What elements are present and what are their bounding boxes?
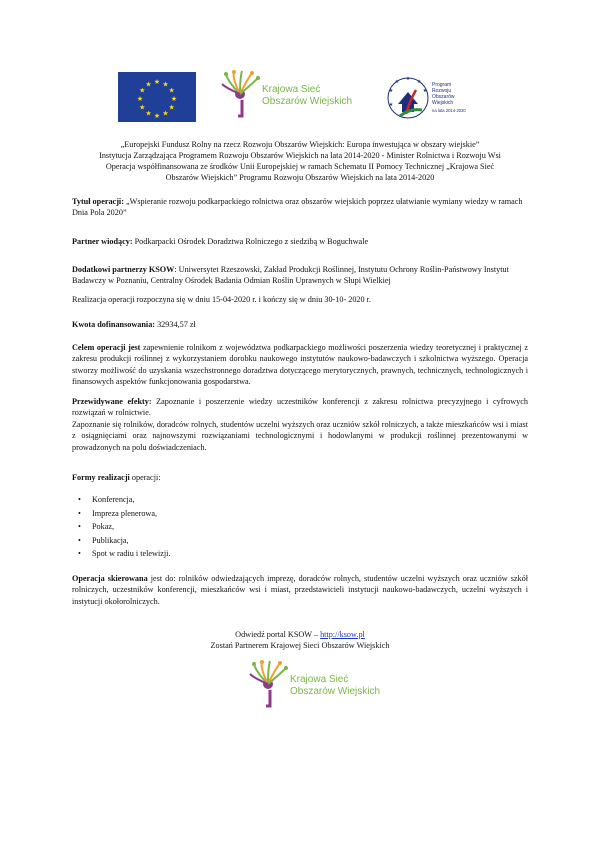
additional-partners-label: Dodatkowi partnerzy KSOW — [72, 265, 175, 274]
ksow-logo-bottom — [250, 660, 381, 712]
eu-flag-logo — [118, 72, 196, 122]
operation-title — [72, 196, 528, 219]
forms-heading-suffix: operacji: — [129, 473, 161, 482]
expected-effects-text: Zapoznanie i poszerzenie wiedzy uczestników konferencji z zakresu rolnictwa precyzyjnego i cyfrowych rozwiązań w rolnictwie. — [72, 397, 528, 418]
prow-text-4: Wiejskich — [432, 100, 454, 106]
ksow-logo-text-1: Krajowa Sieć — [262, 84, 321, 95]
svg-text:★: ★ — [168, 103, 175, 112]
forms-list — [74, 493, 170, 561]
list-item: • Pokaz, — [74, 520, 170, 534]
prow-text-1: Program — [432, 82, 452, 88]
bullet-icon: • — [78, 549, 81, 559]
lead-partner-text: Podkarpacki Ośrodek Doradztwa Rolniczego z siedzibą w Boguchwale — [132, 237, 369, 246]
ksow-tree-icon — [222, 70, 260, 116]
target-audience-text: jest do: rolników odwiedzających imprezę, doradców rolnych, studentów uczelni wyższych oraz uczniów szkół rolniczych, uczestników konferencji, mieszkańców wsi i miast, przedstawicieli instytucji naukowo-badawczych, uczelni wyższych i instytucji okołorolniczych. — [72, 574, 528, 606]
header-line-2: Instytucja Zarządzająca Programem Rozwoju Obszarów Wiejskich na lata 2014-2020 - Minister Rolnictwa i Rozwoju Wsi — [99, 151, 501, 160]
operation-title-label: Tytuł operacji: — [72, 197, 124, 206]
logos-row — [0, 70, 600, 122]
svg-text:★: ★ — [139, 86, 146, 95]
svg-text:★: ★ — [422, 88, 428, 94]
funding-amount-label: Kwota dofinansowania: — [72, 320, 156, 329]
svg-text:★: ★ — [139, 103, 146, 112]
svg-text:★: ★ — [170, 95, 178, 103]
svg-text:★: ★ — [153, 78, 161, 86]
ksow-logo-bottom-text-1: Krajowa Sieć — [290, 674, 349, 685]
svg-text:★: ★ — [162, 109, 169, 118]
ksow-logo-text-2: Obszarów Wiejskich — [262, 96, 353, 107]
svg-text:★: ★ — [388, 102, 394, 108]
svg-text:★: ★ — [394, 79, 400, 85]
expected-effects — [72, 396, 528, 453]
svg-text:★: ★ — [405, 76, 411, 82]
forms-heading — [72, 472, 528, 483]
visit-portal — [60, 629, 540, 640]
prow-emblem-icon — [388, 76, 428, 118]
prow-logo — [386, 70, 482, 126]
svg-text:★: ★ — [416, 79, 422, 85]
bullet-icon: • — [78, 495, 81, 504]
svg-text:★: ★ — [168, 86, 175, 95]
ksow-tree-icon — [250, 660, 288, 706]
svg-text:★: ★ — [153, 112, 161, 120]
footer — [60, 629, 540, 651]
svg-text:★: ★ — [388, 88, 394, 94]
target-audience — [72, 573, 528, 607]
funding-amount — [72, 319, 528, 330]
operation-title-text: „Wspieranie rozwoju podkarpackiego rolnictwa oraz obszarów wiejskich poprzez ułatwianie wymiany wiedzy w ramach Dnia Pola 2020” — [72, 197, 523, 218]
ksow-logo — [222, 70, 353, 122]
list-item: • Publikacja, — [74, 534, 170, 548]
operation-goal-label: Celem operacji jest — [72, 343, 141, 352]
bullet-icon: • — [78, 508, 81, 518]
operation-goal — [72, 342, 528, 388]
funding-header — [60, 139, 540, 183]
svg-text:★: ★ — [145, 80, 152, 89]
svg-text:★: ★ — [145, 109, 152, 118]
target-audience-label: Operacja skierowana — [72, 574, 148, 583]
expected-effects-label: Przewidywane efekty: — [72, 397, 152, 406]
bullet-icon: • — [78, 535, 81, 545]
funding-amount-text: 32934,57 zł — [155, 320, 196, 329]
prow-text-3: Obszarów — [432, 94, 455, 100]
prow-text-5: na lata 2014-2020 — [432, 108, 466, 113]
additional-partners — [72, 264, 528, 287]
lead-partner — [72, 236, 528, 247]
list-item: • Impreza plenerowa, — [74, 507, 170, 521]
header-line-4: Obszarów Wiejskich” Programu Rozwoju Obszarów Wiejskich na lata 2014-2020 — [165, 173, 435, 182]
list-item: • Spot w radiu i telewizji. — [74, 547, 170, 561]
bullet-icon: • — [78, 522, 81, 532]
svg-text:★: ★ — [162, 80, 169, 89]
prow-text-2: Rozwoju — [432, 88, 452, 94]
additional-partners-text: : Uniwersytet Rzeszowski, Zakład Produkcji Roślinnej, Instytutu Ochrony Roślin-Państwowy Instytut Badawczy w Poznaniu, Centralny Ośrodek Badania Odmian Roślin Uprawnych w Słupi Wielkiej — [72, 265, 509, 286]
realization-dates: Realizacja operacji rozpoczyna się w dniu 15-04-2020 r. i kończy się w dniu 30-10- 2020 r. — [72, 295, 371, 304]
ksow-logo-bottom-text-2: Obszarów Wiejskich — [290, 686, 381, 697]
become-partner: Zostań Partnerem Krajowej Sieci Obszarów Wiejskich — [210, 641, 390, 650]
ksow-link[interactable]: http://ksow.pl — [320, 630, 365, 639]
eu-stars-icon — [118, 72, 196, 122]
operation-goal-text: zapewnienie rolnikom z województwa podkarpackiego możliwości poszerzenia wiedzy teoretycznej i praktycznej z zakresu produkcji roślinnej z wykorzystaniem dorobku naukowego instytutów naukowo-badawczych i szkolnictwa wyższego. Operacja stworzy możliwość do uzyskania wszechstronnego doradztwa dotyczącego merytorycznych, prawnych, technicznych, technologicznych i finansowych aspektów funkcjonowania gospodarstwa. — [72, 343, 528, 387]
forms-heading-label: Formy realizacji — [72, 473, 130, 482]
visit-portal-text: Odwiedź portal KSOW – — [235, 630, 321, 639]
svg-text:★: ★ — [136, 95, 144, 103]
lead-partner-label: Partner wiodący: — [72, 237, 133, 246]
expected-effects-text-2: Zapoznanie się rolników, doradców rolnych, studentów uczelni wyższych oraz uczniów szkół rolniczych, a także mieszkańców wsi i miast z osiągnięciami oraz najnowszymi rozwiązaniami technologicznymi i hodowlanymi w produkcji roślinnej prezentowanymi w prowadzonych na polu doświadczeniach. — [72, 419, 528, 452]
list-item: • Konferencja, — [74, 493, 170, 507]
header-line-1: „Europejski Fundusz Rolny na rzecz Rozwoju Obszarów Wiejskich: Europa inwestująca w obszary wiejskie” — [120, 140, 480, 149]
header-line-3: Operacja współfinansowana ze środków Unii Europejskiej w ramach Schematu II Pomocy Technicznej „Krajowa Sieć — [105, 162, 495, 171]
